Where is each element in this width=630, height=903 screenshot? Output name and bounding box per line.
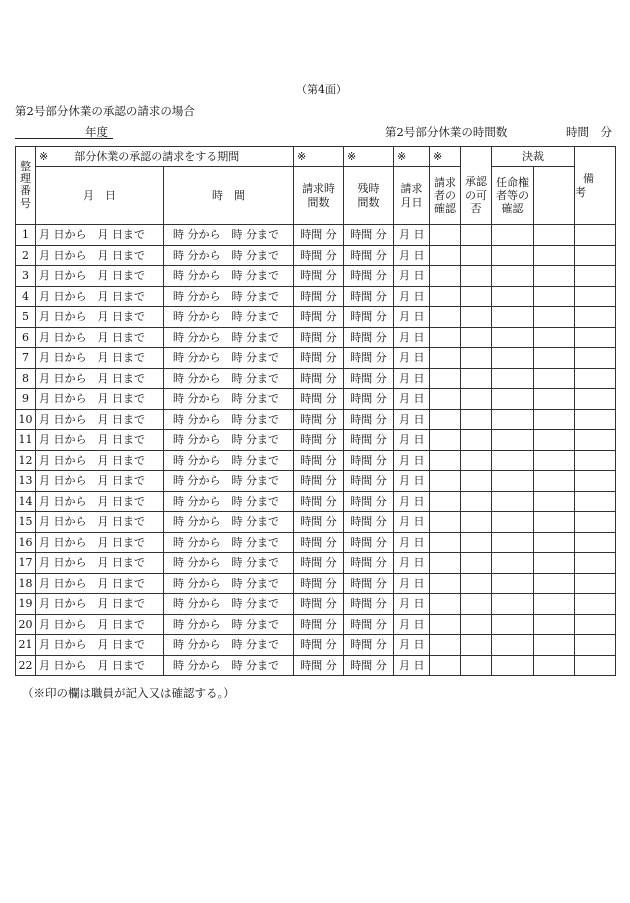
- row-remaining-hours: 時間 分: [344, 286, 394, 307]
- row-request-date: 月 日: [394, 348, 430, 369]
- table-row: [16, 450, 616, 471]
- row-decision-blank: [534, 532, 575, 553]
- row-approval: [461, 348, 492, 369]
- row-appointer-confirm: [492, 573, 534, 594]
- header-requester-confirm-text: 請求者の確認: [434, 175, 456, 216]
- row-approval: [461, 225, 492, 246]
- table-row: [16, 532, 616, 553]
- row-remaining-hours: 時間 分: [344, 594, 394, 615]
- row-date-range: 月 日から 月 日まで: [36, 614, 164, 635]
- table-row: [16, 594, 616, 615]
- row-approval: [461, 573, 492, 594]
- row-time-range: 時 分から 時 分まで: [164, 450, 294, 471]
- page-number: （第4面）: [296, 83, 347, 96]
- header-appointer-confirm: [492, 167, 534, 225]
- row-appointer-confirm: [492, 245, 534, 266]
- row-date-range: 月 日から 月 日まで: [36, 348, 164, 369]
- row-decision-blank: [534, 573, 575, 594]
- row-requested-hours: 時間 分: [294, 573, 344, 594]
- row-approval: [461, 450, 492, 471]
- row-requested-hours: 時間 分: [294, 614, 344, 635]
- row-appointer-confirm: [492, 532, 534, 553]
- table-row: [16, 389, 616, 410]
- year-label: 年度: [85, 125, 108, 139]
- table-row: [16, 553, 616, 574]
- header-period-text: 部分休業の承認の請求をする期間: [74, 149, 240, 163]
- table-row: [16, 266, 616, 287]
- row-date-range: 月 日から 月 日まで: [36, 450, 164, 471]
- row-appointer-confirm: [492, 471, 534, 492]
- row-request-date: 月 日: [394, 389, 430, 410]
- row-remaining-hours: 時間 分: [344, 409, 394, 430]
- row-remarks: [575, 348, 616, 369]
- row-request-date: 月 日: [394, 327, 430, 348]
- row-approval: [461, 553, 492, 574]
- header-requested-hours: [294, 167, 344, 225]
- mark-remaining: ※: [344, 147, 394, 167]
- row-number: 4: [16, 286, 36, 307]
- header-remaining-hours-text: 残時間数: [357, 182, 380, 209]
- row-requester-confirm: [430, 491, 461, 512]
- row-time-range: 時 分から 時 分まで: [164, 225, 294, 246]
- row-appointer-confirm: [492, 307, 534, 328]
- row-requested-hours: 時間 分: [294, 635, 344, 656]
- row-remarks: [575, 225, 616, 246]
- row-date-range: 月 日から 月 日まで: [36, 409, 164, 430]
- row-requested-hours: 時間 分: [294, 450, 344, 471]
- row-remarks: [575, 368, 616, 389]
- row-number: 2: [16, 245, 36, 266]
- row-requester-confirm: [430, 245, 461, 266]
- row-time-range: 時 分から 時 分まで: [164, 430, 294, 451]
- header-time: 時 間: [164, 167, 294, 225]
- row-time-range: 時 分から 時 分まで: [164, 655, 294, 676]
- row-time-range: 時 分から 時 分まで: [164, 471, 294, 492]
- row-number: 14: [16, 491, 36, 512]
- row-time-range: 時 分から 時 分まで: [164, 389, 294, 410]
- row-approval: [461, 655, 492, 676]
- header-month-day: 月 日: [36, 167, 164, 225]
- row-date-range: 月 日から 月 日まで: [36, 655, 164, 676]
- row-remarks: [575, 286, 616, 307]
- row-appointer-confirm: [492, 348, 534, 369]
- row-number: 13: [16, 471, 36, 492]
- row-requester-confirm: [430, 553, 461, 574]
- row-remaining-hours: 時間 分: [344, 512, 394, 533]
- header-approval-top: [461, 147, 492, 167]
- row-requester-confirm: [430, 307, 461, 328]
- row-approval: [461, 368, 492, 389]
- row-remaining-hours: 時間 分: [344, 655, 394, 676]
- table-row: [16, 409, 616, 430]
- row-date-range: 月 日から 月 日まで: [36, 307, 164, 328]
- row-number: 15: [16, 512, 36, 533]
- row-requester-confirm: [430, 614, 461, 635]
- row-approval: [461, 307, 492, 328]
- row-number: 5: [16, 307, 36, 328]
- row-request-date: 月 日: [394, 532, 430, 553]
- row-appointer-confirm: [492, 368, 534, 389]
- document-title: 第2号部分休業の承認の請求の場合: [15, 104, 195, 118]
- row-requested-hours: 時間 分: [294, 327, 344, 348]
- row-remaining-hours: 時間 分: [344, 491, 394, 512]
- row-approval: [461, 389, 492, 410]
- row-decision-blank: [534, 594, 575, 615]
- row-remaining-hours: 時間 分: [344, 348, 394, 369]
- row-requested-hours: 時間 分: [294, 348, 344, 369]
- row-date-range: 月 日から 月 日まで: [36, 389, 164, 410]
- row-date-range: 月 日から 月 日まで: [36, 266, 164, 287]
- row-approval: [461, 491, 492, 512]
- row-date-range: 月 日から 月 日まで: [36, 532, 164, 553]
- row-request-date: 月 日: [394, 491, 430, 512]
- row-time-range: 時 分から 時 分まで: [164, 491, 294, 512]
- table-row: [16, 512, 616, 533]
- row-appointer-confirm: [492, 225, 534, 246]
- row-request-date: 月 日: [394, 307, 430, 328]
- row-decision-blank: [534, 266, 575, 287]
- row-number: 8: [16, 368, 36, 389]
- row-requester-confirm: [430, 471, 461, 492]
- row-decision-blank: [534, 409, 575, 430]
- header-appointer-confirm-text: 任命権者等の確認: [496, 175, 529, 216]
- row-remarks: [575, 389, 616, 410]
- hours-value: 時間 分: [566, 125, 612, 139]
- row-remaining-hours: 時間 分: [344, 225, 394, 246]
- row-requested-hours: 時間 分: [294, 594, 344, 615]
- row-appointer-confirm: [492, 266, 534, 287]
- row-request-date: 月 日: [394, 450, 430, 471]
- row-approval: [461, 266, 492, 287]
- row-remarks: [575, 430, 616, 451]
- row-decision-blank: [534, 553, 575, 574]
- table-row: [16, 307, 616, 328]
- row-time-range: 時 分から 時 分まで: [164, 553, 294, 574]
- row-date-range: 月 日から 月 日まで: [36, 286, 164, 307]
- table-row: [16, 471, 616, 492]
- header-request-date-text: 請求月日: [400, 182, 423, 209]
- row-requester-confirm: [430, 594, 461, 615]
- row-decision-blank: [534, 491, 575, 512]
- row-appointer-confirm: [492, 553, 534, 574]
- row-number: 21: [16, 635, 36, 656]
- hours-label: 第2号部分休業の時間数: [385, 125, 508, 139]
- header-approval-text: 承認の可否: [465, 175, 487, 215]
- table-row: [16, 327, 616, 348]
- header-period: [36, 147, 294, 167]
- row-decision-blank: [534, 471, 575, 492]
- row-request-date: 月 日: [394, 553, 430, 574]
- row-requester-confirm: [430, 635, 461, 656]
- row-time-range: 時 分から 時 分まで: [164, 266, 294, 287]
- row-date-range: 月 日から 月 日まで: [36, 491, 164, 512]
- row-approval: [461, 532, 492, 553]
- row-requester-confirm: [430, 327, 461, 348]
- mark-requester: ※: [430, 147, 461, 167]
- row-date-range: 月 日から 月 日まで: [36, 635, 164, 656]
- table-row: [16, 491, 616, 512]
- row-requested-hours: 時間 分: [294, 471, 344, 492]
- row-appointer-confirm: [492, 512, 534, 533]
- row-approval: [461, 512, 492, 533]
- row-date-range: 月 日から 月 日まで: [36, 430, 164, 451]
- row-remaining-hours: 時間 分: [344, 389, 394, 410]
- row-decision-blank: [534, 307, 575, 328]
- row-decision-blank: [534, 450, 575, 471]
- row-remarks: [575, 553, 616, 574]
- row-requested-hours: 時間 分: [294, 368, 344, 389]
- row-number: 12: [16, 450, 36, 471]
- row-remaining-hours: 時間 分: [344, 266, 394, 287]
- row-appointer-confirm: [492, 430, 534, 451]
- row-time-range: 時 分から 時 分まで: [164, 409, 294, 430]
- row-remaining-hours: 時間 分: [344, 245, 394, 266]
- row-request-date: 月 日: [394, 266, 430, 287]
- row-time-range: 時 分から 時 分まで: [164, 614, 294, 635]
- header-requested-hours-text: 請求時間数: [302, 182, 335, 209]
- header-request-date: [394, 167, 430, 225]
- row-request-date: 月 日: [394, 409, 430, 430]
- row-requester-confirm: [430, 348, 461, 369]
- row-number: 19: [16, 594, 36, 615]
- row-appointer-confirm: [492, 450, 534, 471]
- row-appointer-confirm: [492, 655, 534, 676]
- row-number: 20: [16, 614, 36, 635]
- header-requester-confirm: [430, 167, 461, 225]
- row-requested-hours: 時間 分: [294, 553, 344, 574]
- row-requested-hours: 時間 分: [294, 389, 344, 410]
- row-request-date: 月 日: [394, 245, 430, 266]
- row-remarks: [575, 245, 616, 266]
- row-remaining-hours: 時間 分: [344, 307, 394, 328]
- table-row: [16, 368, 616, 389]
- row-remaining-hours: 時間 分: [344, 532, 394, 553]
- row-request-date: 月 日: [394, 655, 430, 676]
- row-requested-hours: 時間 分: [294, 409, 344, 430]
- row-remarks: [575, 594, 616, 615]
- row-time-range: 時 分から 時 分まで: [164, 368, 294, 389]
- row-remaining-hours: 時間 分: [344, 614, 394, 635]
- row-number: 10: [16, 409, 36, 430]
- table-row: [16, 573, 616, 594]
- row-requester-confirm: [430, 409, 461, 430]
- row-number: 3: [16, 266, 36, 287]
- table-row: [16, 614, 616, 635]
- row-requester-confirm: [430, 655, 461, 676]
- row-remaining-hours: 時間 分: [344, 430, 394, 451]
- row-number: 17: [16, 553, 36, 574]
- row-decision-blank: [534, 512, 575, 533]
- row-approval: [461, 430, 492, 451]
- header-serial-text: 整理番号: [20, 160, 31, 210]
- row-requester-confirm: [430, 225, 461, 246]
- row-number: 9: [16, 389, 36, 410]
- row-appointer-confirm: [492, 491, 534, 512]
- mark-requested: ※: [294, 147, 344, 167]
- row-remarks: [575, 491, 616, 512]
- header-decision-blank: [534, 167, 575, 225]
- row-date-range: 月 日から 月 日まで: [36, 553, 164, 574]
- row-request-date: 月 日: [394, 286, 430, 307]
- leave-request-table: [15, 146, 616, 676]
- row-decision-blank: [534, 348, 575, 369]
- row-request-date: 月 日: [394, 512, 430, 533]
- table-row: [16, 430, 616, 451]
- row-requested-hours: 時間 分: [294, 245, 344, 266]
- table-row: [16, 245, 616, 266]
- mark-request-date: ※: [394, 147, 430, 167]
- row-time-range: 時 分から 時 分まで: [164, 245, 294, 266]
- header-decision: 決裁: [492, 147, 575, 167]
- row-decision-blank: [534, 327, 575, 348]
- row-requested-hours: 時間 分: [294, 225, 344, 246]
- row-requester-confirm: [430, 430, 461, 451]
- row-appointer-confirm: [492, 614, 534, 635]
- header-remarks: [575, 147, 616, 225]
- row-requested-hours: 時間 分: [294, 512, 344, 533]
- row-decision-blank: [534, 286, 575, 307]
- row-number: 16: [16, 532, 36, 553]
- row-decision-blank: [534, 635, 575, 656]
- row-remarks: [575, 512, 616, 533]
- table-row: [16, 635, 616, 656]
- row-requester-confirm: [430, 450, 461, 471]
- row-approval: [461, 614, 492, 635]
- row-remaining-hours: 時間 分: [344, 327, 394, 348]
- table-row: [16, 225, 616, 246]
- row-remaining-hours: 時間 分: [344, 553, 394, 574]
- row-requested-hours: 時間 分: [294, 532, 344, 553]
- row-requested-hours: 時間 分: [294, 655, 344, 676]
- row-number: 1: [16, 225, 36, 246]
- row-time-range: 時 分から 時 分まで: [164, 512, 294, 533]
- row-remarks: [575, 450, 616, 471]
- row-time-range: 時 分から 時 分まで: [164, 307, 294, 328]
- row-request-date: 月 日: [394, 368, 430, 389]
- row-requested-hours: 時間 分: [294, 266, 344, 287]
- row-request-date: 月 日: [394, 430, 430, 451]
- row-time-range: 時 分から 時 分まで: [164, 327, 294, 348]
- row-appointer-confirm: [492, 327, 534, 348]
- row-requested-hours: 時間 分: [294, 286, 344, 307]
- row-approval: [461, 245, 492, 266]
- row-time-range: 時 分から 時 分まで: [164, 573, 294, 594]
- row-number: 7: [16, 348, 36, 369]
- row-requester-confirm: [430, 512, 461, 533]
- row-date-range: 月 日から 月 日まで: [36, 471, 164, 492]
- row-approval: [461, 471, 492, 492]
- row-appointer-confirm: [492, 635, 534, 656]
- row-remarks: [575, 655, 616, 676]
- row-approval: [461, 635, 492, 656]
- row-appointer-confirm: [492, 286, 534, 307]
- row-time-range: 時 分から 時 分まで: [164, 348, 294, 369]
- row-remarks: [575, 409, 616, 430]
- row-time-range: 時 分から 時 分まで: [164, 594, 294, 615]
- row-date-range: 月 日から 月 日まで: [36, 327, 164, 348]
- row-remarks: [575, 532, 616, 553]
- row-decision-blank: [534, 655, 575, 676]
- row-time-range: 時 分から 時 分まで: [164, 286, 294, 307]
- row-appointer-confirm: [492, 409, 534, 430]
- row-requester-confirm: [430, 266, 461, 287]
- header-remarks-text: 備 考: [575, 172, 605, 199]
- row-decision-blank: [534, 614, 575, 635]
- row-date-range: 月 日から 月 日まで: [36, 594, 164, 615]
- row-time-range: 時 分から 時 分まで: [164, 635, 294, 656]
- row-requester-confirm: [430, 389, 461, 410]
- row-approval: [461, 286, 492, 307]
- row-remaining-hours: 時間 分: [344, 635, 394, 656]
- row-decision-blank: [534, 368, 575, 389]
- header-serial: [16, 147, 36, 225]
- row-requester-confirm: [430, 368, 461, 389]
- row-date-range: 月 日から 月 日まで: [36, 368, 164, 389]
- row-date-range: 月 日から 月 日まで: [36, 225, 164, 246]
- row-request-date: 月 日: [394, 471, 430, 492]
- row-requester-confirm: [430, 573, 461, 594]
- row-appointer-confirm: [492, 594, 534, 615]
- row-remarks: [575, 635, 616, 656]
- row-remaining-hours: 時間 分: [344, 471, 394, 492]
- row-number: 18: [16, 573, 36, 594]
- row-request-date: 月 日: [394, 225, 430, 246]
- row-request-date: 月 日: [394, 614, 430, 635]
- row-number: 6: [16, 327, 36, 348]
- header-approval: [461, 167, 492, 225]
- row-time-range: 時 分から 時 分まで: [164, 532, 294, 553]
- row-approval: [461, 409, 492, 430]
- row-remarks: [575, 573, 616, 594]
- row-date-range: 月 日から 月 日まで: [36, 512, 164, 533]
- row-decision-blank: [534, 389, 575, 410]
- row-remarks: [575, 471, 616, 492]
- row-remaining-hours: 時間 分: [344, 368, 394, 389]
- mark-period: ※: [39, 149, 49, 163]
- row-remarks: [575, 327, 616, 348]
- row-remarks: [575, 266, 616, 287]
- row-approval: [461, 327, 492, 348]
- row-date-range: 月 日から 月 日まで: [36, 245, 164, 266]
- row-requested-hours: 時間 分: [294, 430, 344, 451]
- row-approval: [461, 594, 492, 615]
- row-decision-blank: [534, 245, 575, 266]
- row-remaining-hours: 時間 分: [344, 573, 394, 594]
- row-requester-confirm: [430, 286, 461, 307]
- row-remaining-hours: 時間 分: [344, 450, 394, 471]
- row-remarks: [575, 307, 616, 328]
- row-decision-blank: [534, 225, 575, 246]
- header-remaining-hours: [344, 167, 394, 225]
- row-decision-blank: [534, 430, 575, 451]
- row-requester-confirm: [430, 532, 461, 553]
- table-row: [16, 286, 616, 307]
- table-row: [16, 655, 616, 676]
- row-requested-hours: 時間 分: [294, 307, 344, 328]
- footnote: （※印の欄は職員が記入又は確認する。）: [22, 686, 235, 700]
- table-row: [16, 348, 616, 369]
- row-request-date: 月 日: [394, 573, 430, 594]
- row-date-range: 月 日から 月 日まで: [36, 573, 164, 594]
- row-remarks: [575, 614, 616, 635]
- row-appointer-confirm: [492, 389, 534, 410]
- row-number: 22: [16, 655, 36, 676]
- row-request-date: 月 日: [394, 594, 430, 615]
- row-request-date: 月 日: [394, 635, 430, 656]
- row-requested-hours: 時間 分: [294, 491, 344, 512]
- row-number: 11: [16, 430, 36, 451]
